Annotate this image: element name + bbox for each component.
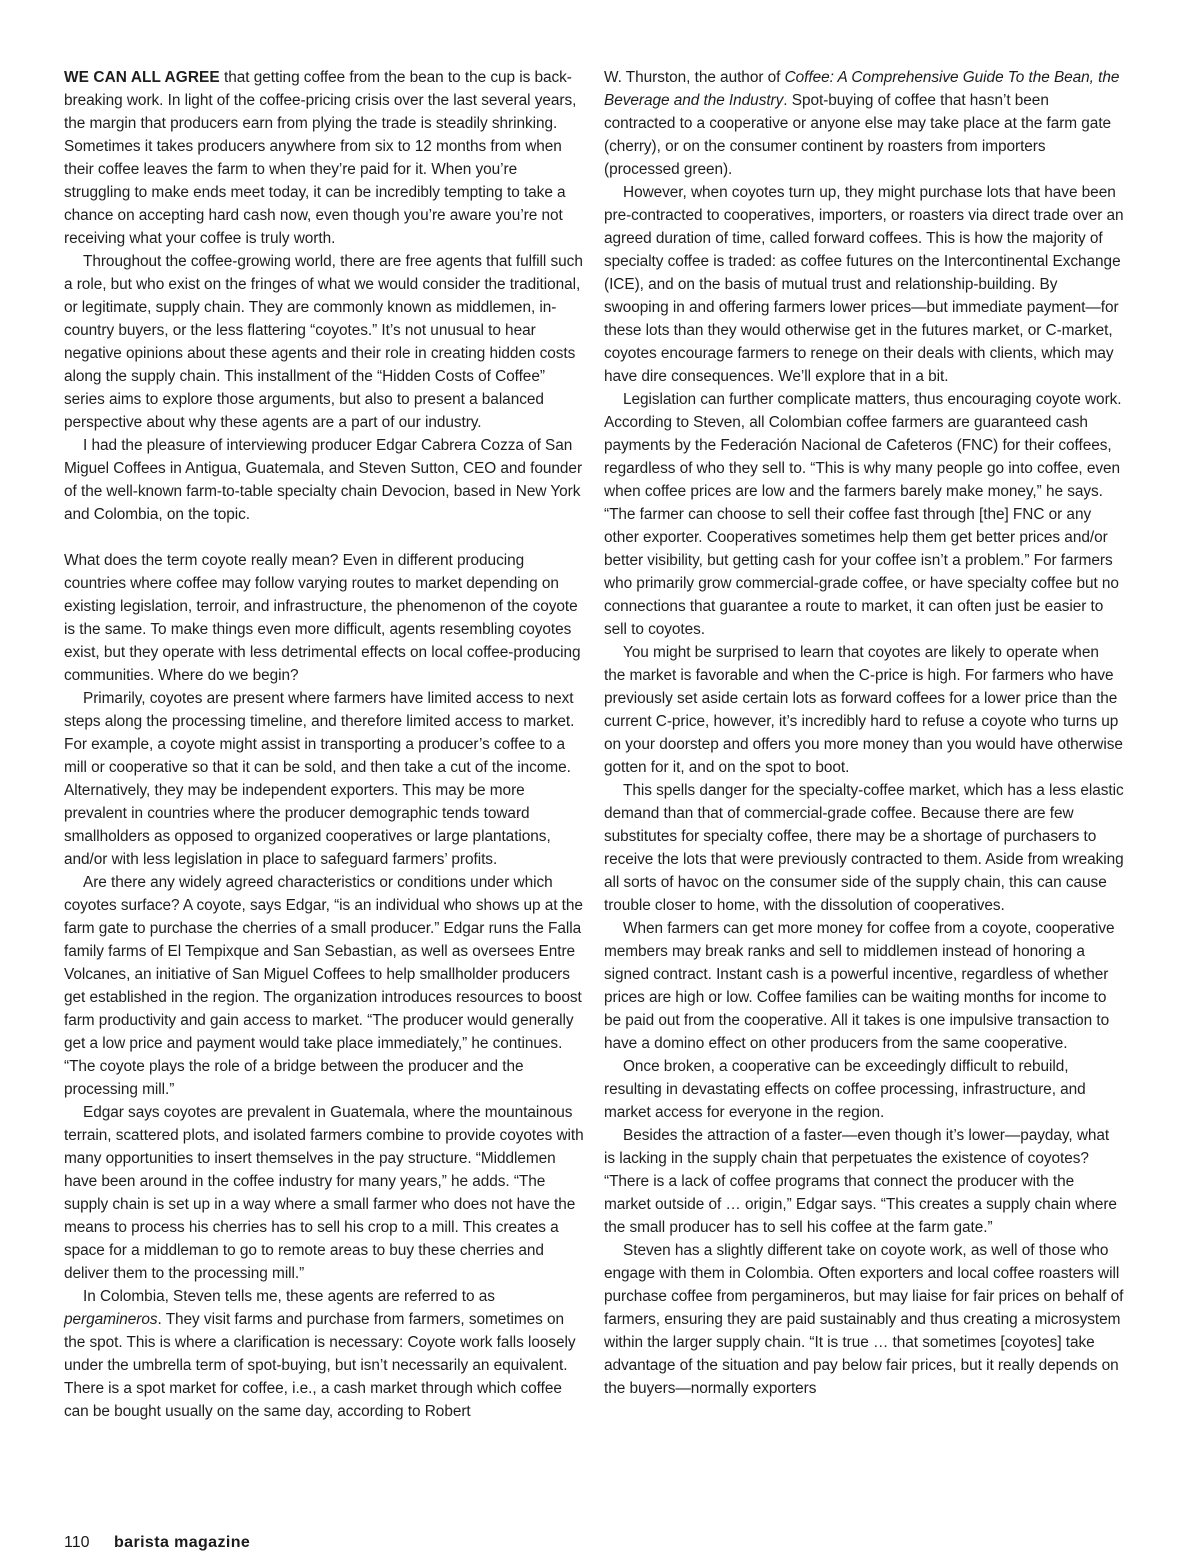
- publication-name: barista magazine: [113, 1534, 251, 1551]
- article-paragraph: [64, 66, 584, 250]
- italic-term: pergamineros: [64, 1311, 158, 1328]
- article-paragraph: Legislation can further complicate matters, thus encouraging coyote work. According to Steven, all Colombian coffee farmers are guaranteed cash payments by the Federación Nacional de Cafeteros (FNC) for their coffees, regardless of who they sell to. “This is why many people go into coffee, even when coffee prices are low and the farmers barely make money,” he says. “The farmer can choose to sell their coffee fast through [the] FNC or any other exporter. Cooperatives sometimes help them get better prices and/or better visibility, but getting cash for your coffee isn’t a problem.” For farmers who primarily grow commercial-grade coffee, or have specialty coffee but no connections that guarantee a route to market, it can often just be easier to sell to coyotes.: [604, 391, 1122, 638]
- page-footer: [64, 1533, 250, 1553]
- article-paragraph: [64, 1285, 584, 1423]
- book-title: Coffee: A Comprehensive Guide To the Bean, the Beverage and the Industry: [604, 69, 1120, 109]
- article-paragraph: Are there any widely agreed characteristics or conditions under which coyotes surface? A coyote, says Edgar, “is an individual who shows up at the farm gate to purchase the cherries of a small producer.” Edgar runs the Falla family farms of El Tempixque and San Sebastian, as well as oversees Entre Volcanes, an initiative of San Miguel Coffees to help smallholder producers get established in the region. The organization introduces resources to boost farm productivity and gain access to market. “The producer would generally get a low price and payment would take place immediately,” he continues. “The coyote plays the role of a bridge between the producer and the processing mill.”: [64, 874, 583, 1098]
- lead-in: WE CAN ALL AGREE: [64, 69, 220, 86]
- article-paragraph: Throughout the coffee-growing world, there are free agents that fulfill such a role, but who exist on the fringes of what we would consider the traditional, or legitimate, supply chain. They are commonly known as middlemen, in-country buyers, or the less flattering “coyotes.” It’s not unusual to hear negative opinions about these agents and their role in creating hidden costs along the supply chain. This installment of the “Hidden Costs of Coffee” series aims to explore those arguments, but also to present a balanced perspective about why these agents are a part of our industry.: [64, 253, 583, 431]
- paragraph-text: W. Thurston, the author of: [604, 69, 785, 86]
- article-paragraph: Besides the attraction of a faster—even though it’s lower—payday, what is lacking in the supply chain that perpetuates the existence of coyotes? “There is a lack of coffee programs that connect the producer with the market outside of … origin,” Edgar says. “This creates a supply chain where the small producer has to sell his coffee at the farm gate.”: [604, 1127, 1117, 1236]
- article-paragraph: However, when coyotes turn up, they might purchase lots that have been pre-contracted to cooperatives, importers, or roasters via direct trade over an agreed duration of time, called forward coffees. This is how the majority of specialty coffee is traded: as coffee futures on the Intercontinental Exchange (ICE), and on the basis of mutual trust and relationship-building. By swooping in and offering farmers lower prices—but immediate payment—for these lots than they would otherwise get in the futures market, or C-market, coyotes encourage farmers to renege on their deals with clients, which may have dire consequences. We’ll explore that in a bit.: [604, 184, 1124, 385]
- article-column-left: [64, 66, 584, 1423]
- article-paragraph: Edgar says coyotes are prevalent in Guatemala, where the mountainous terrain, scattered plots, and isolated farmers combine to provide coyotes with many opportunities to insert themselves in the pay structure. “Middlemen have been around in the coffee industry for many years,” he adds. “The supply chain is set up in a way where a small farmer who does not have the means to process his cherries has to sell his crop to a mill. This creates a space for a middleman to go to remote areas to buy these cherries and deliver them to the processing mill.”: [64, 1104, 584, 1282]
- paragraph-text: In Colombia, Steven tells me, these agents are referred to as: [83, 1288, 495, 1305]
- article-paragraph: When farmers can get more money for coffee from a coyote, cooperative members may break ranks and sell to middlemen instead of honoring a signed contract. Instant cash is a powerful incentive, regardless of whether prices are high or low. Coffee families can be waiting months for income to be paid out from the cooperative. All it takes is one impulsive transaction to have a domino effect on other producers from the same cooperative.: [604, 920, 1115, 1052]
- paragraph-text: . They visit farms and purchase from farmers, sometimes on the spot. This is where a clarification is necessary: Coyote work falls loosely under the umbrella term of spot-buying, but isn’t necessarily an equivalent. There is a spot market for coffee, i.e., a cash market through which coffee can be bought usually on the same day, according to Robert: [64, 1311, 576, 1420]
- paragraph-text: that getting coffee from the bean to the cup is back-breaking work. In light of the coffee-pricing crisis over the last several years, the margin that producers earn from plying the trade is steadily shrinking. Sometimes it takes producers anywhere from six to 12 months from when their coffee leaves the farm to when they’re paid for it. When you’re struggling to make ends meet today, it can be incredibly tempting to take a chance on accepting hard cash now, even though you’re aware you’re not receiving what your coffee is truly worth.: [64, 69, 577, 247]
- article-paragraph: [604, 66, 1124, 181]
- article-paragraph: I had the pleasure of interviewing producer Edgar Cabrera Cozza of San Miguel Coffees in Antigua, Guatemala, and Steven Sutton, CEO and founder of the well-known farm-to-table specialty chain Devocion, based in New York and Colombia, on the topic.: [64, 437, 583, 523]
- article-paragraph: This spells danger for the specialty-coffee market, which has a less elastic demand than that of commercial-grade coffee. Because there are few substitutes for specialty coffee, there may be a shortage of purchasers to receive the lots that were previously contracted to them. Aside from wreaking all sorts of havoc on the consumer side of the supply chain, this can cause trouble closer to home, with the dissolution of cooperatives.: [604, 782, 1124, 914]
- paragraph-text: . Spot-buying of coffee that hasn’t been contracted to a cooperative or anyone else may take place at the farm gate (cherry), or on the consumer continent by roasters from importers (processed green).: [604, 92, 1112, 178]
- article-paragraph: What does the term coyote really mean? Even in different producing countries where coffee may follow varying routes to market depending on existing legislation, terroir, and infrastructure, the phenomenon of the coyote is the same. To make things even more difficult, agents resembling coyotes exist, but they operate with less detrimental effects on local coffee-producing communities. Where do we begin?: [64, 552, 581, 684]
- article-paragraph: Primarily, coyotes are present where farmers have limited access to next steps along the processing timeline, and therefore limited access to market. For example, a coyote might assist in transporting a producer’s coffee to a mill or cooperative so that it can be sold, and then take a cut of the income. Alternatively, they may be independent exporters. This may be more prevalent in countries where the producer demographic tends toward smallholders as opposed to organized cooperatives or large plantations, and/or with less legislation in place to safeguard farmers’ profits.: [64, 690, 575, 868]
- article-paragraph: You might be surprised to learn that coyotes are likely to operate when the market is favorable and when the C-price is high. For farmers who have previously set aside certain lots as forward coffees for a lower price than the current C-price, however, it’s incredibly hard to refuse a coyote who turns up on your doorstep and offers you more money than you would have otherwise gotten for it, and on the spot to boot.: [604, 644, 1123, 776]
- article-column-right: [604, 66, 1124, 1400]
- article-paragraph: Once broken, a cooperative can be exceedingly difficult to rebuild, resulting in devastating effects on coffee processing, infrastructure, and market access for everyone in the region.: [604, 1058, 1086, 1121]
- article-paragraph: Steven has a slightly different take on coyote work, as well of those who engage with them in Colombia. Often exporters and local coffee roasters will purchase coffee from pergamineros, but may liaise for fair prices on behalf of farmers, ensuring they are paid sustainably and thus creating a microsystem within the larger supply chain. “It is true … that sometimes [coyotes] take advantage of the situation and pay below fair prices, but it really depends on the buyers—normally exporters: [604, 1242, 1124, 1397]
- page-number: 110: [64, 1534, 90, 1551]
